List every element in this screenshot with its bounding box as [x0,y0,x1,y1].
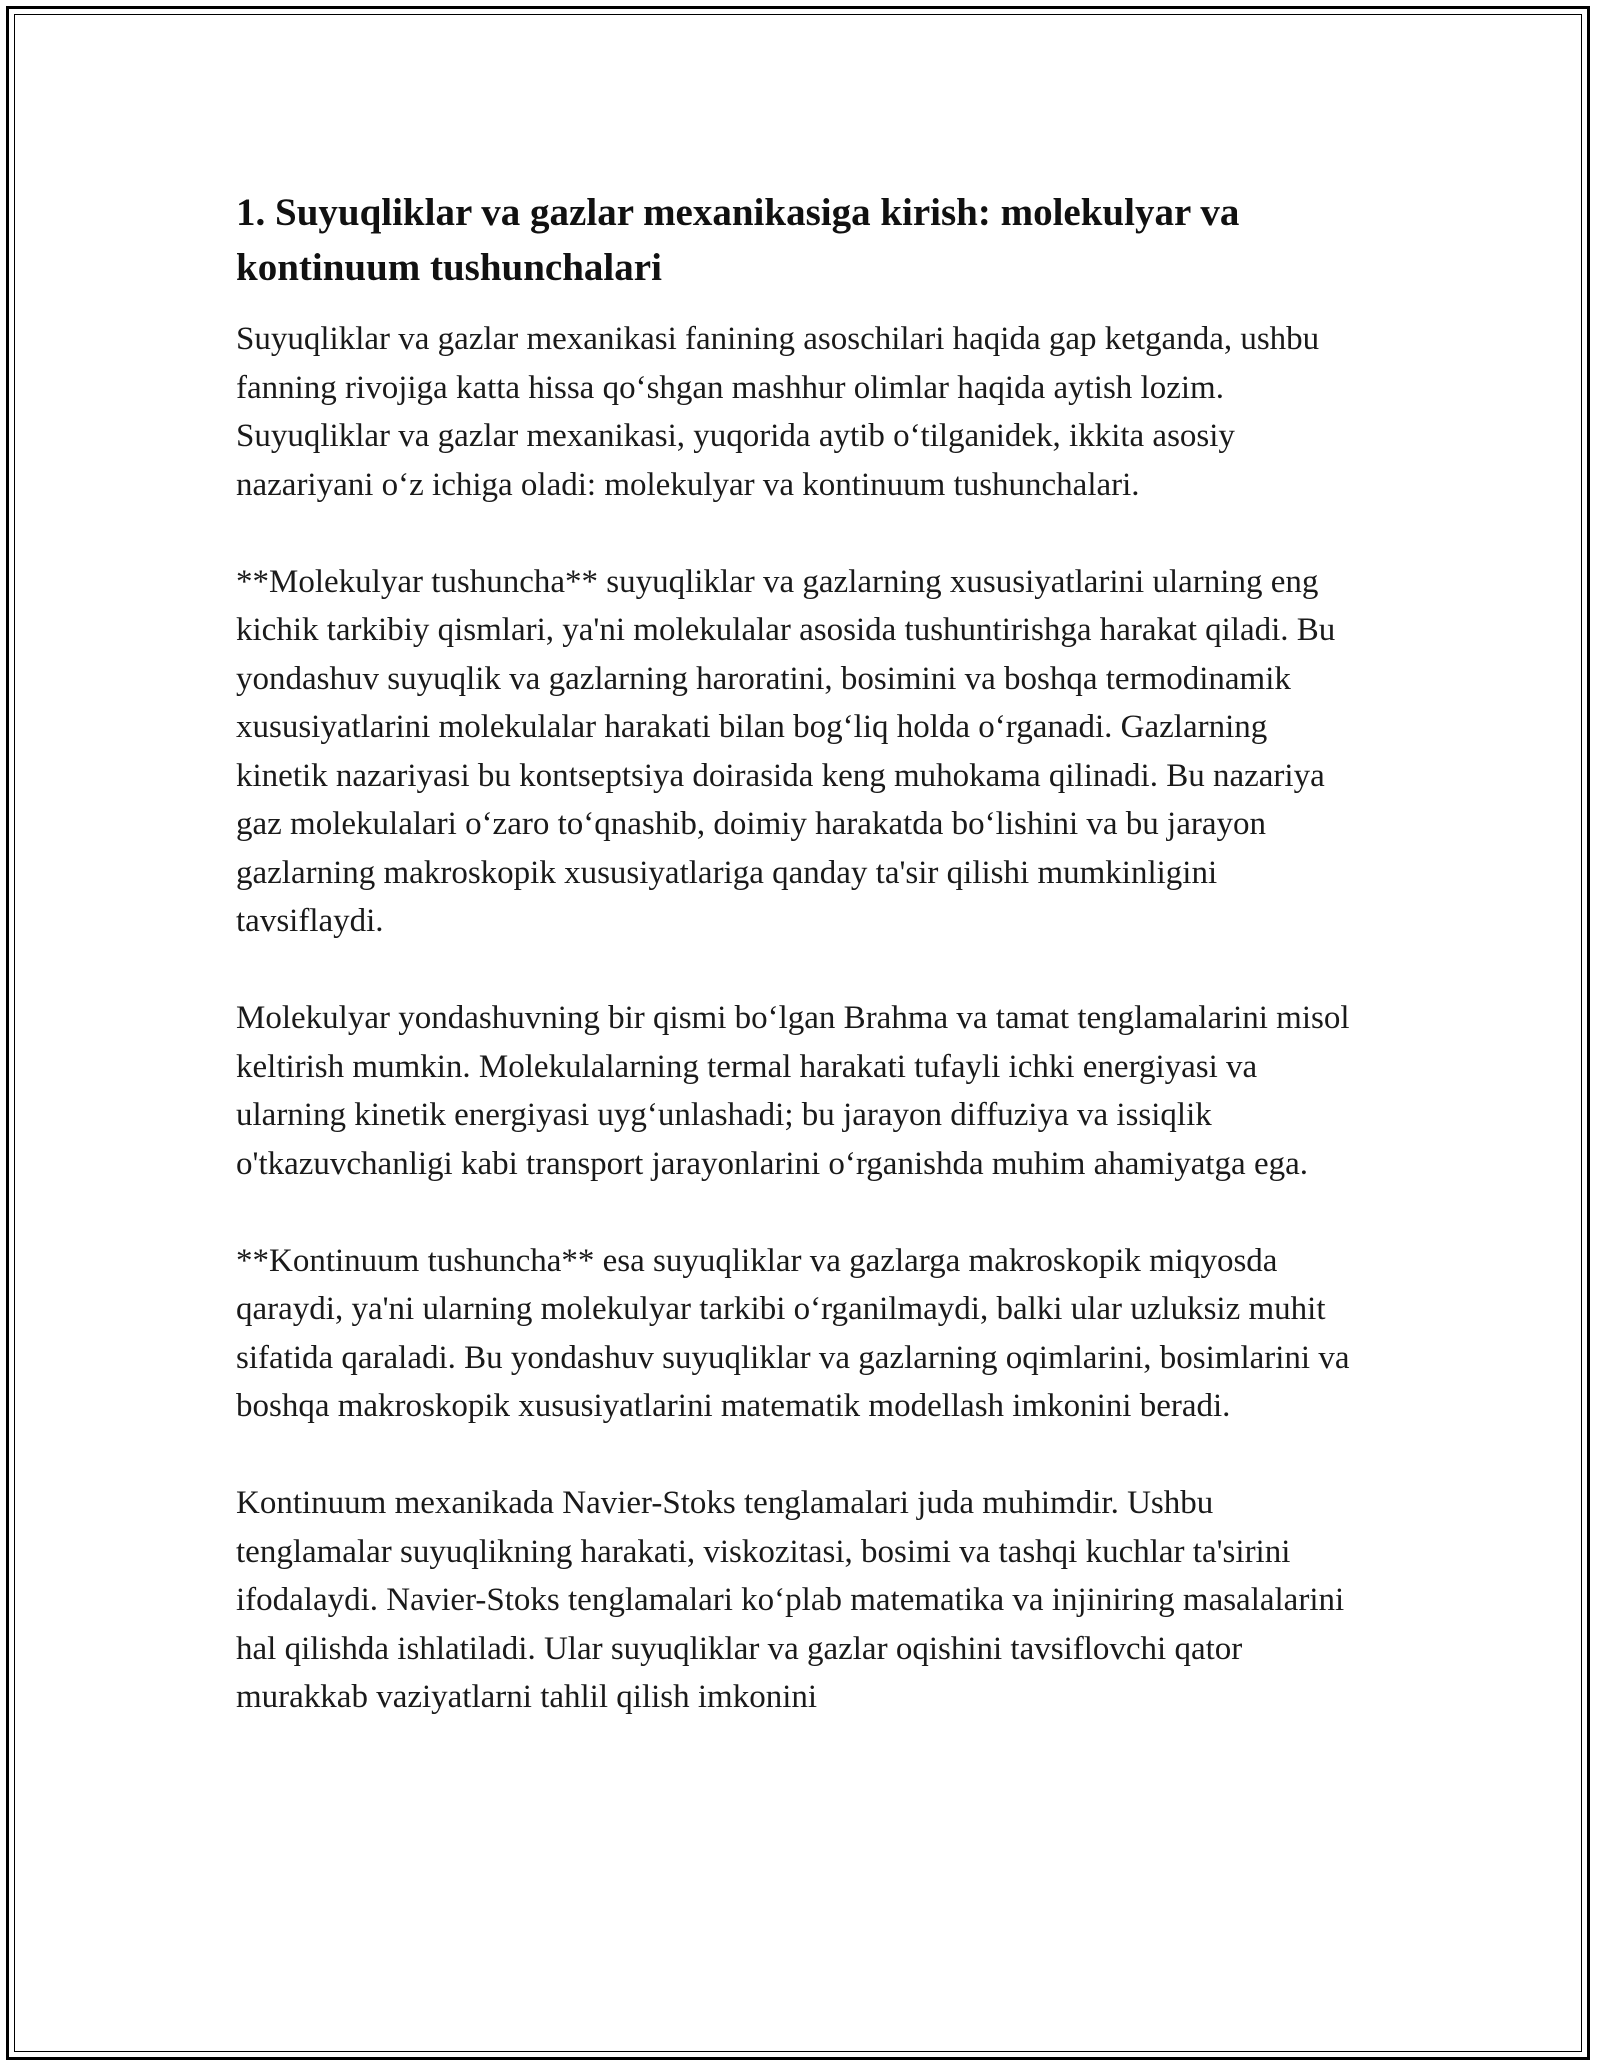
paragraph-continuum-concept: **Kontinuum tushuncha** esa suyuqliklar va gazlarga makroskopik miqyosda qaraydi, ya'ni ularning molekulyar tarkibi o‘rganilmaydi, balki ular uzluksiz muhit sifatida qaraladi. Bu yondashuv suyuqliklar va gazlarning oqimlarini, bosimlarini va boshqa makroskopik xususiyatlarini matematik modellash imkonini beradi. [236,1242,1350,1424]
paragraph-navier-stokes: Kontinuum mexanikada Navier-Stoks tenglamalari juda muhimdir. Ushbu tenglamalar suyuqlikning harakati, viskozitasi, bosimi va tashqi kuchlar ta'sirini ifodalaydi. Navier-Stoks tenglamalari ko‘plab matematika va injiniring masalalarini hal qilishda ishlatiladi. Ular suyuqliklar va gazlar oqishini tavsiflovchi qator murakkab vaziyatlarni tahlil qilish imkonini [236,1485,1345,1715]
paragraph-molecular-approach: Molekulyar yondashuvning bir qismi bo‘lgan Brahma va tamat tenglamalarini misol keltirish mumkin. Molekulalarning termal harakati tufayli ichki energiyasi va ularning kinetik energiyasi uyg‘unlashadi; bu jarayon diffuziya va issiqlik o'tkazuvchanligi kabi transport jarayonlarini o‘rganishda muhim ahamiyatga ega. [236,1000,1350,1182]
section-heading: 1. Suyuqliklar va gazlar mexanikasiga kirish: molekulyar va kontinuum tushunchalari [236,191,1240,289]
paragraph-intro: Suyuqliklar va gazlar mexanikasi fanining asoschilari haqida gap ketganda, ushbu fanning rivojiga katta hissa qo‘shgan mashhur olimlar haqida aytish lozim. Suyuqliklar va gazlar mexanikasi, yuqorida aytib o‘tilganidek, ikkita asosiy nazariyani o‘z ichiga oladi: molekulyar va kontinuum tushunchalari. [236,321,1320,503]
document-body [236,185,1356,1770]
paragraph-molecular-concept: **Molekulyar tushuncha** suyuqliklar va gazlarning xususiyatlarini ularning eng kichik tarkibiy qismlari, ya'ni molekulalar asosida tushuntirishga harakat qiladi. Bu yondashuv suyuqlik va gazlarning haroratini, bosimini va boshqa termodinamik xususiyatlarini molekulalar harakati bilan bog‘liq holda o‘rganadi. Gazlarning kinetik nazariyasi bu kontseptsiya doirasida keng muhokama qilinadi. Bu nazariya gaz molekulalari o‘zaro to‘qnashib, doimiy harakatda bo‘lishini va bu jarayon gazlarning makroskopik xususiyatlariga qanday ta'sir qilishi mumkinligini tavsiflaydi. [236,563,1336,939]
